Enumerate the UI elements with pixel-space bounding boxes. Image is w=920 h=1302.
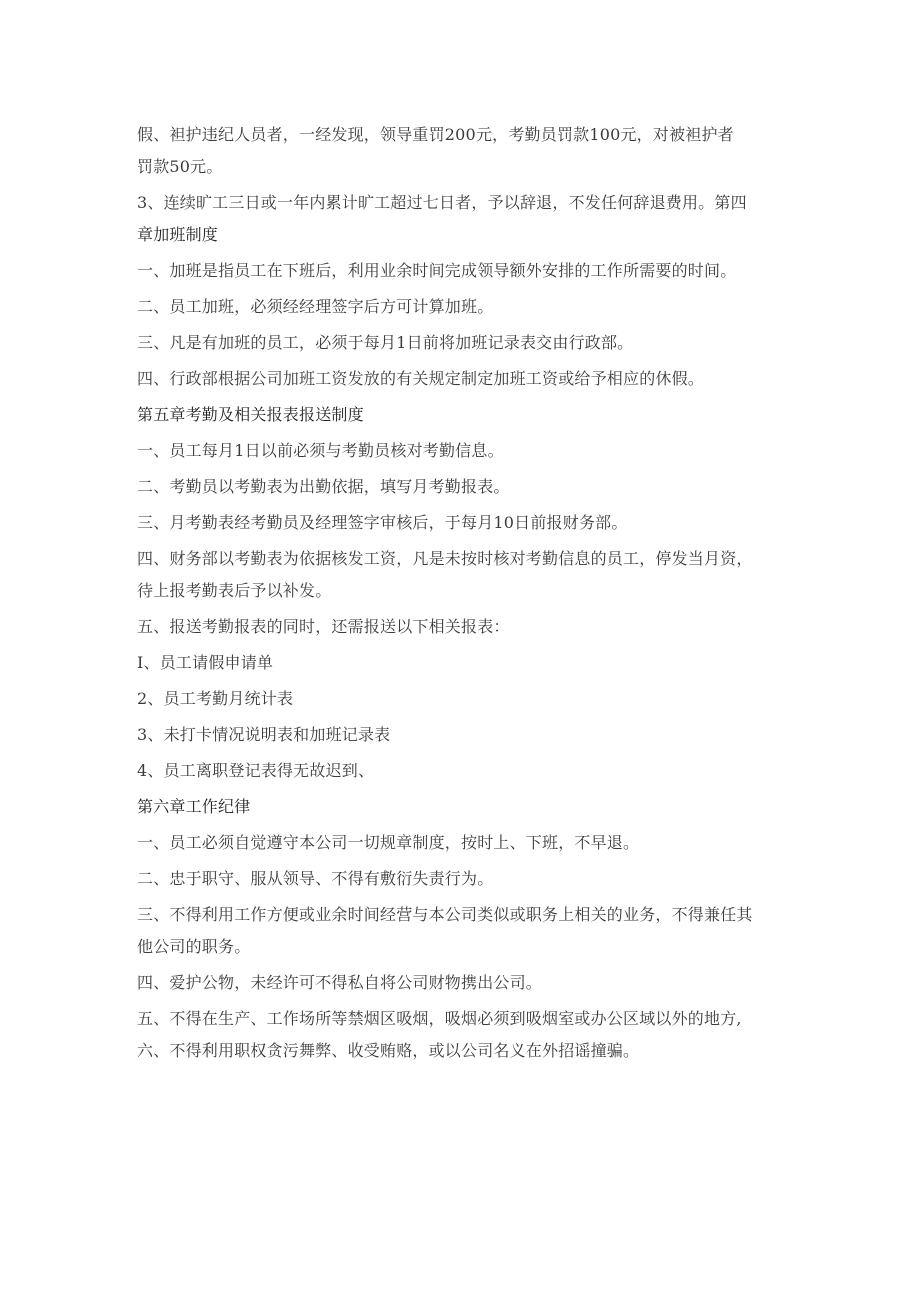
paragraph-line: 四、爱护公物，未经许可不得私自将公司财物携出公司。 <box>137 973 543 992</box>
paragraph-line: 五、不得在生产、工作场所等禁烟区吸烟，吸烟必须到吸烟室或办公区域以外的地方, <box>137 1009 742 1028</box>
paragraph-line: 罚款50元。 <box>137 157 223 176</box>
paragraph-line: 四、行政部根据公司加班工资发放的有关规定制定加班工资或给予相应的休假。 <box>137 369 705 388</box>
paragraph-line: 一、员工必须自觉遵守本公司一切规章制度，按时上、下班，不早退。 <box>137 833 640 852</box>
list-item: I、员工请假申请单 <box>137 653 274 672</box>
paragraph-line: 二、忠于职守、服从领导、不得有敷衍失责行为。 <box>137 869 494 888</box>
chapter-heading: 章加班制度 <box>137 225 219 244</box>
list-item: 3、未打卡情况说明表和加班记录表 <box>137 725 391 744</box>
document-body <box>137 119 792 1071</box>
paragraph-line: 三、凡是有加班的员工，必须于每月1日前将加班记录表交由行政部。 <box>137 333 634 352</box>
chapter-heading: 第五章考勤及相关报表报送制度 <box>137 405 364 424</box>
paragraph-line: 三、不得利用工作方便或业余时间经营与本公司类似或职务上相关的业务，不得兼任其 <box>137 905 753 924</box>
paragraph-line: 假、袒护违纪人员者，一经发现，领导重罚200元，考勤员罚款100元，对被袒护者 <box>137 125 734 144</box>
paragraph-line: 3、连续旷工三日或一年内累计旷工超过七日者，予以辞退，不发任何辞退费用。第四 <box>137 193 747 212</box>
list-item: 2、员工考勤月统计表 <box>137 689 294 708</box>
paragraph-line: 他公司的职务。 <box>137 937 251 956</box>
paragraph-line: 五、报送考勤报表的同时，还需报送以下相关报表： <box>137 617 510 636</box>
paragraph-line: 四、财务部以考勤表为依据核发工资，凡是未按时核对考勤信息的员工，停发当月资， <box>137 549 753 568</box>
paragraph-line: 二、考勤员以考勤表为出勤依据，填写月考勤报表。 <box>137 477 510 496</box>
paragraph-line: 二、员工加班，必须经经理签字后方可计算加班。 <box>137 297 494 316</box>
paragraph-line: 待上报考勤表后予以补发。 <box>137 581 332 600</box>
list-item: 4、员工离职登记表得无故迟到、 <box>137 761 375 780</box>
paragraph-line: 一、员工每月1日以前必须与考勤员核对考勤信息。 <box>137 441 504 460</box>
chapter-heading: 第六章工作纪律 <box>137 797 251 816</box>
paragraph-line: 六、不得利用职权贪污舞弊、收受贿赂，或以公司名义在外招谣撞骗。 <box>137 1041 640 1060</box>
paragraph-line: 一、加班是指员工在下班后，利用业余时间完成领导额外安排的工作所需要的时间。 <box>137 261 737 280</box>
paragraph-line: 三、月考勤表经考勤员及经理签字审核后，于每月10日前报财务部。 <box>137 513 628 532</box>
